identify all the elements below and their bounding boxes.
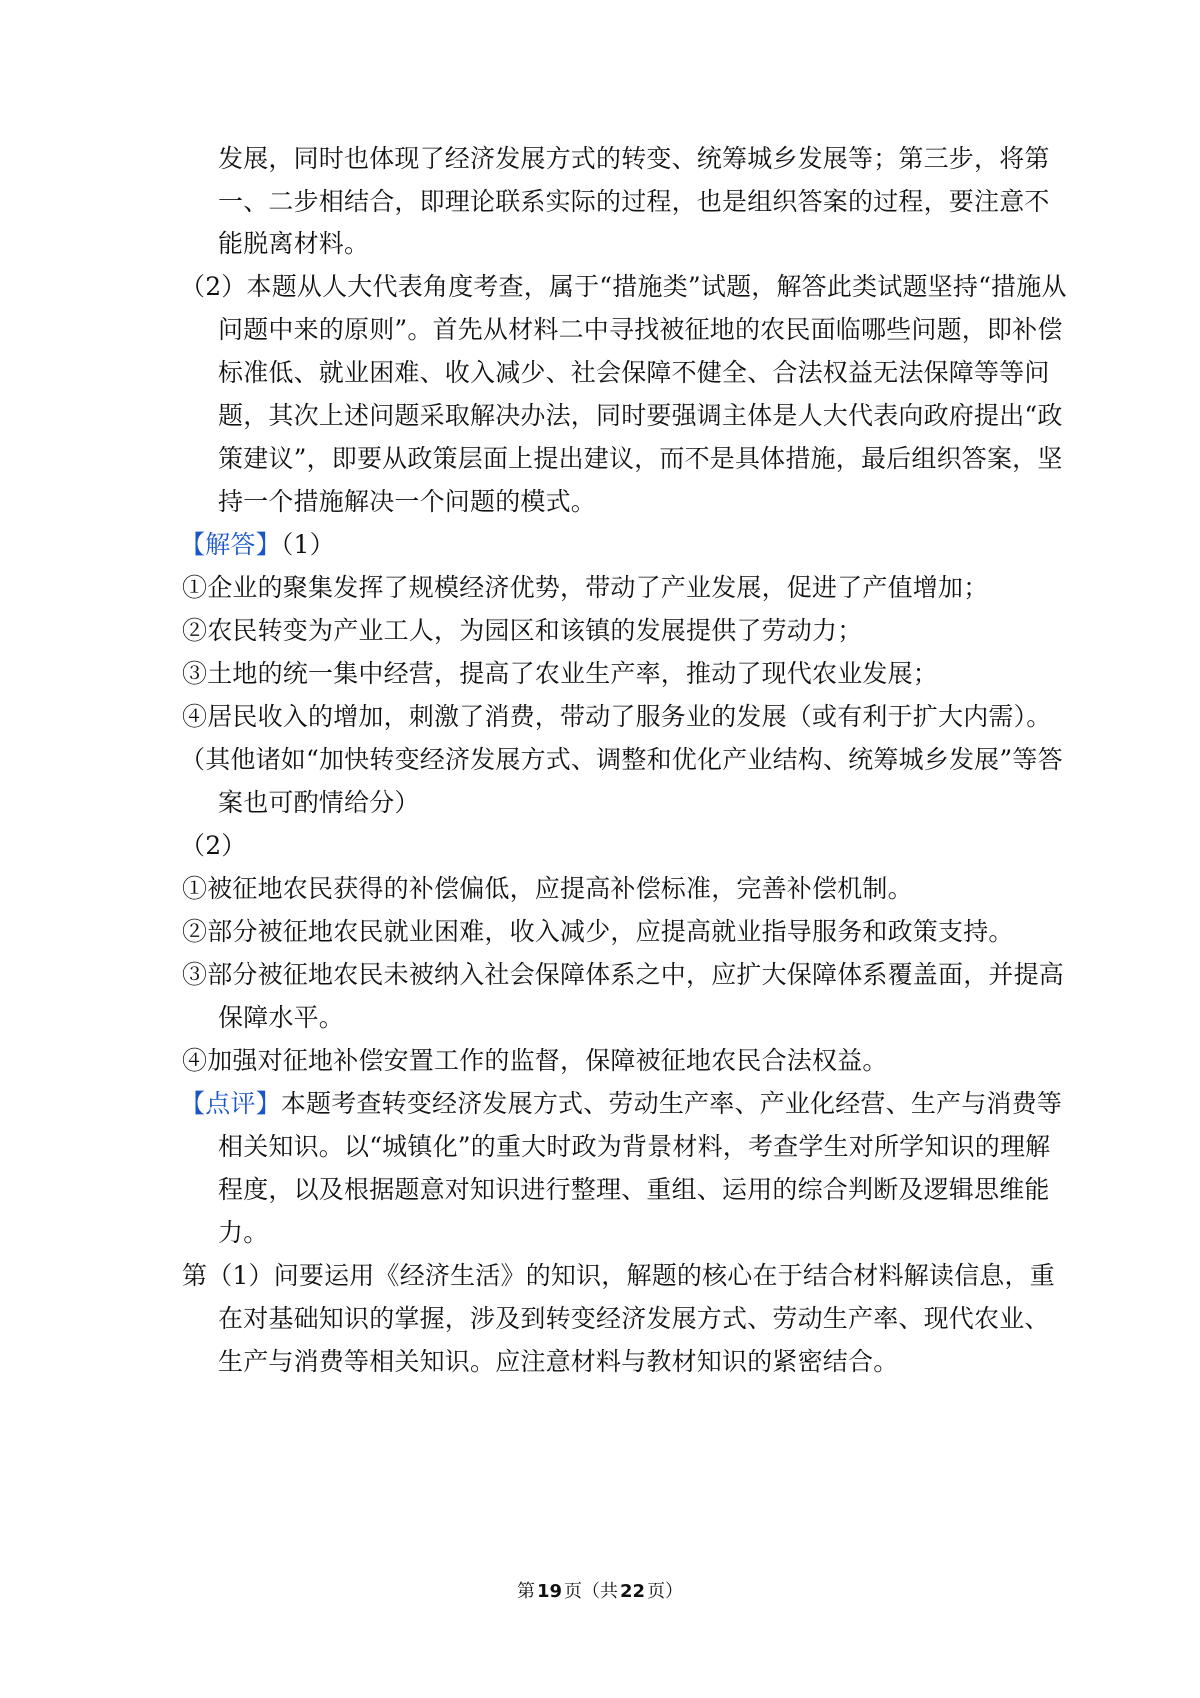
footer-prefix: 第 <box>516 1581 535 1602</box>
answer-heading-line <box>180 528 335 562</box>
page-footer <box>0 1580 1200 1604</box>
text-line: 生产与消费等相关知识。应注意材料与教材知识的紧密结合。 <box>218 1347 899 1376</box>
text-line: 策建议”，即要从政策层面上提出建议，而不是具体措施，最后组织答案，坚 <box>218 444 1063 473</box>
text-line: 问题中来的原则”。首先从材料二中寻找被征地的农民面临哪些问题，即补偿 <box>218 315 1063 344</box>
text-line: ④加强对征地补偿安置工作的监督，保障被征地农民合法权益。 <box>182 1046 888 1075</box>
text-line: 持一个措施解决一个问题的模式。 <box>218 487 597 516</box>
text-line: 程度，以及根据题意对知识进行整理、重组、运用的综合判断及逻辑思维能 <box>218 1175 1050 1204</box>
text-line: 第（1）问要运用《经济生活》的知识，解题的核心在于结合材料解读信息，重 <box>182 1261 1055 1290</box>
text-line: ④居民收入的增加，刺激了消费，带动了服务业的发展（或有利于扩大内需）。 <box>182 702 1052 731</box>
footer-suffix: 页） <box>647 1581 684 1602</box>
text-line: ②农民转变为产业工人，为园区和该镇的发展提供了劳动力； <box>182 616 863 645</box>
text-line: ①企业的聚集发挥了规模经济优势，带动了产业发展，促进了产值增加； <box>182 573 989 602</box>
text-line: 一、二步相结合，即理论联系实际的过程，也是组织答案的过程，要注意不 <box>218 187 1050 216</box>
text-line: 发展，同时也体现了经济发展方式的转变、统筹城乡发展等；第三步，将第 <box>218 144 1050 173</box>
text-line: 能脱离材料。 <box>218 229 370 258</box>
footer-mid: 页（共 <box>564 1581 618 1602</box>
footer-page-number: 19 <box>536 1581 562 1602</box>
text-line: ③部分被征地农民未被纳入社会保障体系之中，应扩大保障体系覆盖面，并提高 <box>182 960 1065 989</box>
text-line: （2）本题从人大代表角度考查，属于“措施类”试题，解答此类试题坚持“措施从 <box>180 272 1067 301</box>
text-line: （2） <box>180 831 247 860</box>
comment-text: 本题考查转变经济发展方式、劳动生产率、产业化经营、生产与消费等 <box>280 1089 1063 1118</box>
text-line: ②部分被征地农民就业困难，收入减少，应提高就业指导服务和政策支持。 <box>182 917 1014 946</box>
comment-label: 【点评】 <box>180 1089 281 1118</box>
text-line: ③土地的统一集中经营，提高了农业生产率，推动了现代农业发展； <box>182 659 939 688</box>
text-line: 力。 <box>218 1218 269 1247</box>
footer-total-pages: 22 <box>620 1581 646 1602</box>
text-line: 在对基础知识的掌握，涉及到转变经济发展方式、劳动生产率、现代农业、 <box>218 1304 1050 1333</box>
answer-label: 【解答】 <box>180 530 281 559</box>
text-line: 案也可酌情给分） <box>218 788 420 817</box>
text-line: 标准低、就业困难、收入减少、社会保障不健全、合法权益无法保障等等问 <box>218 358 1050 387</box>
comment-heading-line <box>180 1087 1062 1121</box>
text-line: 题，其次上述问题采取解决办法，同时要强调主体是人大代表向政府提出“政 <box>218 401 1063 430</box>
text-line: ①被征地农民获得的补偿偏低，应提高补偿标准，完善补偿机制。 <box>182 874 913 903</box>
text-line: （其他诸如“加快转变经济发展方式、调整和优化产业结构、统筹城乡发展”等答 <box>180 745 1063 774</box>
text-line: 保障水平。 <box>218 1003 345 1032</box>
answer-part-label: （1） <box>280 530 335 559</box>
text-line: 相关知识。以“城镇化”的重大时政为背景材料，考查学生对所学知识的理解 <box>218 1132 1051 1161</box>
